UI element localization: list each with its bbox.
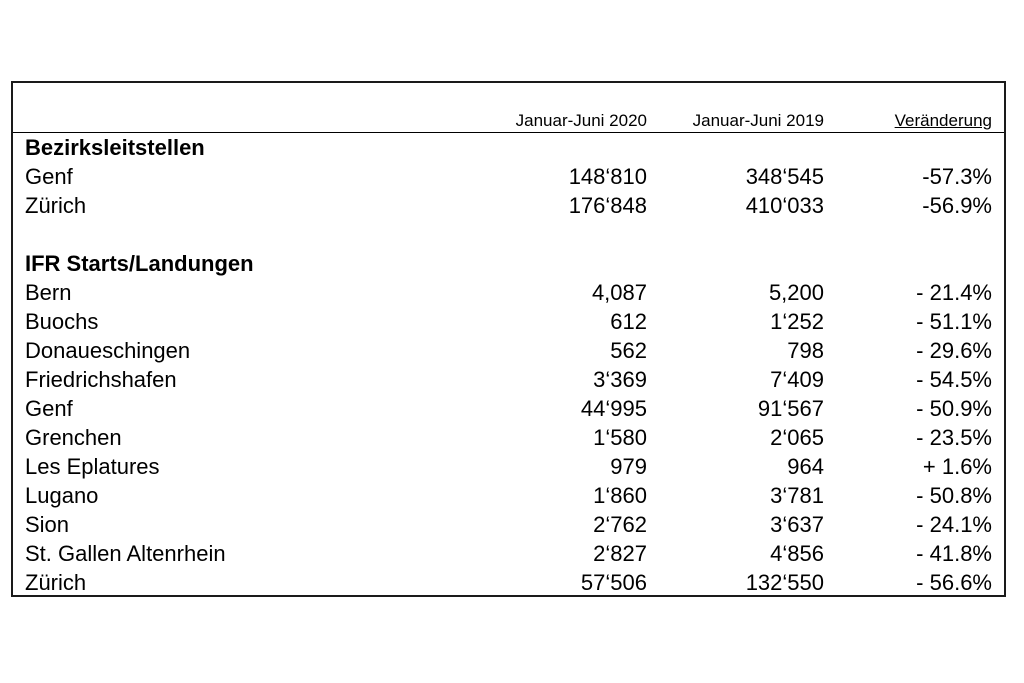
row-value-2020: 148‘810 bbox=[568, 164, 647, 189]
table-row bbox=[13, 394, 1004, 423]
row-name: Zürich bbox=[25, 193, 87, 218]
column-header-change: Veränderung bbox=[894, 111, 992, 130]
row-value-2019: 3‘637 bbox=[770, 512, 824, 537]
row-value-2020: 1‘860 bbox=[593, 483, 647, 508]
row-change: - 41.8% bbox=[916, 541, 992, 566]
table-row bbox=[13, 423, 1004, 452]
row-name: Genf bbox=[25, 164, 73, 189]
table-row bbox=[13, 191, 1004, 220]
row-name: Friedrichshafen bbox=[25, 367, 177, 392]
row-change: - 56.6% bbox=[916, 570, 992, 595]
row-value-2020: 176‘848 bbox=[568, 193, 647, 218]
row-value-2020: 2‘762 bbox=[593, 512, 647, 537]
row-value-2019: 1‘252 bbox=[770, 309, 824, 334]
row-value-2019: 5,200 bbox=[768, 280, 824, 305]
row-name: Genf bbox=[25, 396, 73, 421]
row-name: Sion bbox=[25, 512, 70, 537]
row-value-2020: 4,087 bbox=[591, 280, 647, 305]
row-value-2020: 562 bbox=[610, 338, 647, 363]
row-value-2019: 348‘545 bbox=[745, 164, 824, 189]
table-header bbox=[13, 109, 1004, 133]
row-value-2019: 964 bbox=[787, 454, 824, 479]
table-row bbox=[13, 539, 1004, 568]
row-change: - 29.6% bbox=[916, 338, 992, 363]
row-change: - 23.5% bbox=[916, 425, 992, 450]
row-value-2020: 1‘580 bbox=[593, 425, 647, 450]
column-header-2019: Januar-Juni 2019 bbox=[692, 111, 824, 130]
row-value-2019: 798 bbox=[787, 338, 824, 363]
table-row bbox=[13, 162, 1004, 191]
row-name: Grenchen bbox=[25, 425, 122, 450]
table-row bbox=[13, 568, 1004, 597]
table-row bbox=[13, 365, 1004, 394]
traffic-table bbox=[11, 81, 1006, 597]
row-value-2020: 3‘369 bbox=[593, 367, 647, 392]
row-value-2019: 3‘781 bbox=[770, 483, 824, 508]
row-value-2020: 44‘995 bbox=[580, 396, 647, 421]
row-name: Les Eplatures bbox=[25, 454, 160, 479]
row-change: - 50.9% bbox=[916, 396, 992, 421]
row-name: Buochs bbox=[25, 309, 99, 334]
row-value-2019: 410‘033 bbox=[745, 193, 824, 218]
row-value-2020: 612 bbox=[610, 309, 647, 334]
row-change: - 21.4% bbox=[916, 280, 992, 305]
table-row bbox=[13, 510, 1004, 539]
table-row bbox=[13, 336, 1004, 365]
row-change: -57.3% bbox=[922, 164, 992, 189]
row-value-2019: 2‘065 bbox=[770, 425, 824, 450]
column-header-2020: Januar-Juni 2020 bbox=[515, 111, 647, 130]
section-title-bezirksleitstellen: Bezirksleitstellen bbox=[25, 135, 205, 160]
row-value-2020: 57‘506 bbox=[580, 570, 647, 595]
row-name: Lugano bbox=[25, 483, 99, 508]
row-name: Bern bbox=[25, 280, 72, 305]
table-row bbox=[13, 278, 1004, 307]
row-value-2020: 2‘827 bbox=[593, 541, 647, 566]
table-row bbox=[13, 307, 1004, 336]
table-row bbox=[13, 481, 1004, 510]
row-name: St. Gallen Altenrhein bbox=[25, 541, 226, 566]
section-title-ifr: IFR Starts/Landungen bbox=[25, 251, 254, 276]
row-name: Donaueschingen bbox=[25, 338, 191, 363]
row-change: - 51.1% bbox=[916, 309, 992, 334]
row-value-2019: 91‘567 bbox=[757, 396, 824, 421]
row-value-2019: 4‘856 bbox=[770, 541, 824, 566]
row-change: -56.9% bbox=[922, 193, 992, 218]
row-value-2019: 7‘409 bbox=[770, 367, 824, 392]
table-row bbox=[13, 452, 1004, 481]
row-change: + 1.6% bbox=[922, 454, 992, 479]
row-change: - 54.5% bbox=[916, 367, 992, 392]
row-value-2020: 979 bbox=[610, 454, 647, 479]
row-value-2019: 132‘550 bbox=[745, 570, 824, 595]
row-change: - 50.8% bbox=[916, 483, 992, 508]
row-name: Zürich bbox=[25, 570, 87, 595]
row-change: - 24.1% bbox=[916, 512, 992, 537]
